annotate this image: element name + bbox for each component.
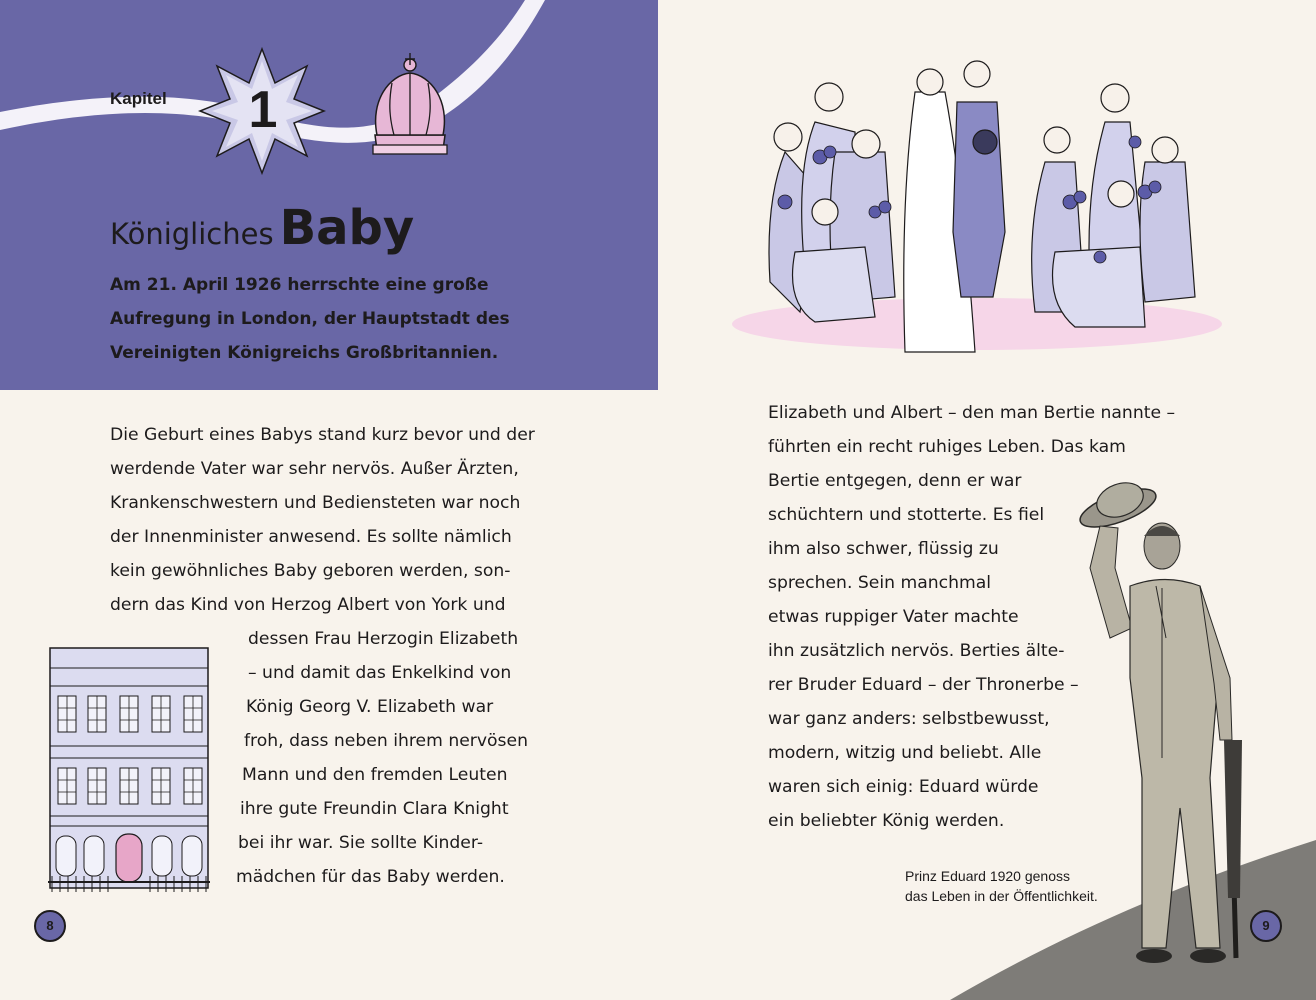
text-line: sprechen. Sein manchmal: [768, 573, 992, 593]
intro-line: Am 21. April 1926 herrschte eine große: [110, 275, 489, 295]
text-line: ihm also schwer, flüssig zu: [768, 539, 999, 559]
text-line: der Innenminister anwesend. Es sollte nämlich: [110, 527, 512, 547]
caption-line: das Leben in der Öffentlichkeit.: [905, 888, 1098, 904]
chapter-title-bold: Baby: [279, 200, 415, 256]
chapter-title-light: Königliches: [110, 217, 274, 251]
crown-icon: [373, 53, 447, 154]
text-line: dessen Frau Herzogin Elizabeth: [248, 629, 519, 649]
text-line: Krankenschwestern und Bediensteten war noch: [110, 493, 521, 513]
prince-eduard-photo: [1070, 478, 1270, 990]
text-line: Mann und den fremden Leuten: [242, 765, 508, 785]
text-line: mädchen für das Baby werden.: [236, 867, 505, 887]
townhouse-illustration: [44, 646, 214, 896]
text-line: – und damit das Enkelkind von: [248, 663, 512, 683]
text-line: bei ihr war. Sie sollte Kinder-: [238, 833, 484, 853]
photo-caption: [905, 866, 1165, 906]
text-line: waren sich einig: Eduard würde: [768, 777, 1039, 797]
text-line: dern das Kind von Herzog Albert von York und: [110, 595, 506, 615]
intro-line: Aufregung in London, der Hauptstadt des: [110, 309, 510, 329]
page-number-left: 8: [34, 910, 66, 942]
chapter-title: [110, 200, 414, 256]
text-line: ihn zusätzlich nervös. Berties älte-: [768, 641, 1065, 661]
text-line: König Georg V. Elizabeth war: [246, 697, 494, 717]
wedding-party-illustration: [725, 52, 1230, 357]
text-line: rer Bruder Eduard – der Thronerbe –: [768, 675, 1079, 695]
intro-paragraph: [110, 268, 630, 370]
text-line: Die Geburt eines Babys stand kurz bevor und der: [110, 425, 535, 445]
text-line: Bertie entgegen, denn er war: [768, 471, 1022, 491]
text-line: froh, dass neben ihrem nervösen: [244, 731, 528, 751]
text-line: etwas ruppiger Vater machte: [768, 607, 1019, 627]
intro-line: Vereinigten Königreichs Großbritannien.: [110, 343, 499, 363]
chapter-label: Kapitel: [110, 89, 167, 108]
page-number-right: 9: [1250, 910, 1282, 942]
text-line: führten ein recht ruhiges Leben. Das kam: [768, 437, 1126, 457]
text-line: war ganz anders: selbstbewusst,: [768, 709, 1050, 729]
text-line: werdende Vater war sehr nervös. Außer Ärzten,: [110, 459, 519, 479]
pink-door: [116, 834, 142, 882]
chapter-number: 1: [248, 81, 278, 139]
text-line: kein gewöhnliches Baby geboren werden, son-: [110, 561, 511, 581]
text-line: Elizabeth und Albert – den man Bertie nannte –: [768, 403, 1176, 423]
chapter-header: [0, 0, 658, 390]
text-line: ihre gute Freundin Clara Knight: [240, 799, 509, 819]
text-line: modern, witzig und beliebt. Alle: [768, 743, 1042, 763]
text-line: schüchtern und stotterte. Es fiel: [768, 505, 1045, 525]
text-line: ein beliebter König werden.: [768, 811, 1005, 831]
caption-line: Prinz Eduard 1920 genoss: [905, 868, 1070, 884]
